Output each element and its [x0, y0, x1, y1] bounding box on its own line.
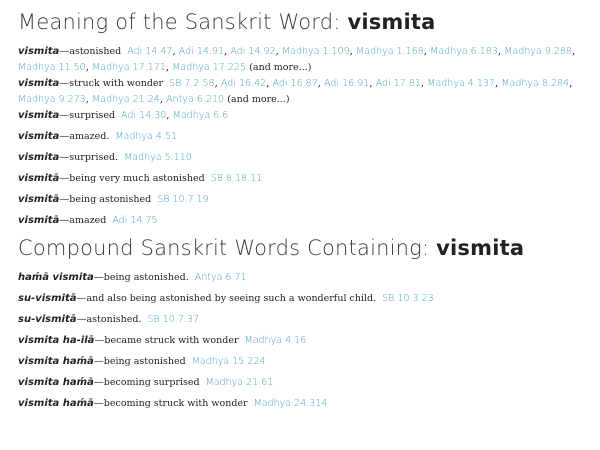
verse-reference-link[interactable]: Madhya 1.109 — [281, 46, 350, 57]
entry-item — [18, 192, 594, 208]
entry-references — [382, 293, 434, 304]
entry-term: haḿā vismita — [18, 272, 94, 283]
entry-term: vismita — [18, 110, 60, 121]
entry-references — [206, 377, 274, 388]
verse-reference-link[interactable]: Madhya 4.51 — [115, 131, 178, 142]
entry-dash: — — [93, 272, 104, 283]
verse-reference-link[interactable]: Adi 16.87 — [272, 78, 318, 89]
section-title-compound — [18, 234, 594, 262]
verse-reference-link[interactable]: Madhya 1.168 — [356, 46, 424, 57]
entry-gloss: being very much astonished — [69, 173, 205, 184]
entry-gloss: and also being astonished by seeing such a wonderful child. — [86, 293, 377, 304]
entry-references — [211, 173, 263, 184]
entry-dash: — — [59, 215, 70, 226]
entry-item — [18, 129, 594, 145]
verse-reference-link[interactable]: Antya 6.71 — [194, 272, 247, 283]
entry-item — [18, 108, 594, 124]
entry-item — [18, 312, 594, 328]
entry-dash: — — [76, 293, 87, 304]
entry-gloss: being astonished. — [103, 272, 189, 283]
entry-item — [18, 213, 594, 229]
verse-reference-link[interactable]: Madhya 17.171 — [92, 62, 166, 73]
entry-references: Adi 14.47, Adi 14.91, Adi 14.92, Madhya 1.109, Madhya 1.168, Madhya 6.183, Madhya 9.288, Madhya 11.50, Madhya 17.171, Madhya 17.225 — [18, 46, 576, 73]
verse-reference-link[interactable]: Adi 14.92 — [230, 46, 276, 57]
verse-reference-link[interactable]: Madhya 6.183 — [430, 46, 498, 57]
entry-gloss: being astonished — [69, 194, 152, 205]
section-title-prefix: Compound Sanskrit Words Containing: — [18, 236, 430, 260]
entry-term: vismita — [18, 152, 60, 163]
compound-entry-list — [18, 270, 594, 412]
verse-reference-link[interactable]: SB 8.18.11 — [210, 173, 263, 184]
entry-dash: — — [59, 173, 70, 184]
entry-item — [18, 291, 594, 307]
section-title-prefix: Meaning of the Sanskrit Word: — [18, 10, 341, 34]
verse-reference-link[interactable]: Antya 6.210 — [166, 94, 225, 105]
verse-reference-link[interactable]: Madhya 21.24 — [92, 94, 160, 105]
entry-term: vismita — [18, 131, 60, 142]
verse-reference-link[interactable]: Adi 14.91 — [178, 46, 225, 57]
verse-reference-link[interactable]: Madhya 5.110 — [124, 152, 192, 163]
entry-gloss: being astonished — [103, 356, 186, 367]
verse-reference-link[interactable]: Madhya 24.314 — [253, 398, 328, 409]
entry-gloss: amazed — [69, 215, 107, 226]
entry-references — [115, 131, 177, 142]
section-title-meaning — [18, 8, 594, 36]
verse-reference-link[interactable]: Adi 16.91 — [324, 78, 370, 89]
verse-reference-link[interactable]: SB 10.7.37 — [147, 314, 199, 325]
verse-reference-link[interactable]: Madhya 4.137 — [427, 78, 495, 89]
verse-reference-link[interactable]: SB 7.2.58 — [169, 78, 215, 89]
verse-reference-link[interactable]: Madhya 17.225 — [172, 62, 247, 73]
verse-reference-link[interactable]: Adi 16.42 — [220, 78, 267, 89]
entry-term: vismitā — [18, 173, 60, 184]
entry-item — [18, 354, 594, 370]
entry-gloss: struck with wonder — [69, 78, 164, 89]
verse-reference-link[interactable]: Madhya 9.288 — [504, 46, 572, 57]
entry-term: vismita — [18, 46, 60, 57]
verse-reference-link[interactable]: Adi 14.47 — [127, 46, 173, 57]
entry-gloss: becoming struck with wonder — [103, 398, 248, 409]
entry-dash: — — [93, 377, 104, 388]
entry-item — [18, 375, 594, 391]
entry-references: Adi 14.30, Madhya 6.6 — [121, 110, 229, 121]
verse-reference-link[interactable]: SB 10.3.23 — [382, 293, 434, 304]
verse-reference-link[interactable]: Madhya 4.16 — [244, 335, 307, 346]
entry-dash: — — [59, 152, 70, 163]
entry-references — [157, 194, 209, 205]
entry-term: su-vismitā — [18, 293, 77, 304]
entry-references — [147, 314, 199, 325]
verse-reference-link[interactable]: Madhya 11.50 — [18, 62, 86, 73]
entry-item — [18, 150, 594, 166]
entry-dash: — — [59, 194, 70, 205]
entry-references — [245, 335, 307, 346]
verse-reference-link[interactable]: Adi 17.81 — [375, 78, 421, 89]
entry-dash: — — [59, 46, 70, 57]
entry-gloss: surprised — [69, 110, 116, 121]
entry-term: vismita haḿā — [18, 398, 94, 409]
more-references-text: (and more...) — [249, 62, 312, 73]
entry-term: su-vismitā — [18, 314, 77, 325]
entry-dash: — — [93, 398, 104, 409]
entry-references — [195, 272, 247, 283]
section-title-word: vismita — [347, 10, 436, 34]
verse-reference-link[interactable]: Madhya 21.61 — [205, 377, 274, 388]
more-references-text: (and more...) — [227, 94, 290, 105]
entry-term: vismita haḿā — [18, 377, 94, 388]
entry-dash: — — [59, 131, 70, 142]
section-title-word: vismita — [436, 236, 525, 260]
entry-term: vismita ha-ilā — [18, 335, 95, 346]
entry-item — [18, 270, 594, 286]
entry-gloss: astonished. — [86, 314, 142, 325]
entry-references — [124, 152, 192, 163]
entry-item — [18, 171, 594, 187]
entry-gloss: amazed. — [69, 131, 110, 142]
verse-reference-link[interactable]: Madhya 6.6 — [172, 110, 229, 121]
entry-dash: — — [93, 356, 104, 367]
entry-item — [18, 396, 594, 412]
verse-reference-link[interactable]: SB 10.7.19 — [157, 194, 209, 205]
entry-item — [18, 76, 594, 108]
entry-item — [18, 333, 594, 349]
verse-reference-link[interactable]: Adi 14.75 — [112, 215, 158, 226]
verse-reference-link[interactable]: Madhya 15.224 — [191, 356, 266, 367]
verse-reference-link[interactable]: Adi 14.30 — [121, 110, 167, 121]
entry-item — [18, 44, 594, 76]
verse-reference-link[interactable]: Madhya 9.273 — [18, 94, 86, 105]
entry-references — [112, 215, 157, 226]
entry-dash: — — [94, 335, 105, 346]
verse-reference-link[interactable]: Madhya 8.284 — [501, 78, 570, 89]
entry-references — [192, 356, 266, 367]
entry-references: SB 7.2.58, Adi 16.42, Adi 16.87, Adi 16.91, Adi 17.81, Madhya 4.137, Madhya 8.284, Madhya 9.273, Madhya 21.24, Antya 6.210 — [18, 78, 573, 105]
entry-dash: — — [59, 78, 70, 89]
entry-gloss: became struck with wonder — [104, 335, 239, 346]
entry-term: vismitā — [18, 215, 60, 226]
entry-dash: — — [59, 110, 70, 121]
entry-gloss: astonished — [69, 46, 122, 57]
entry-dash: — — [76, 314, 87, 325]
meaning-entry-list — [18, 44, 594, 229]
entry-term: vismita — [18, 78, 60, 89]
entry-gloss: becoming surprised — [103, 377, 200, 388]
entry-gloss: surprised. — [69, 152, 119, 163]
entry-term: vismita haḿā — [18, 356, 94, 367]
entry-references — [254, 398, 328, 409]
entry-term: vismitā — [18, 194, 60, 205]
